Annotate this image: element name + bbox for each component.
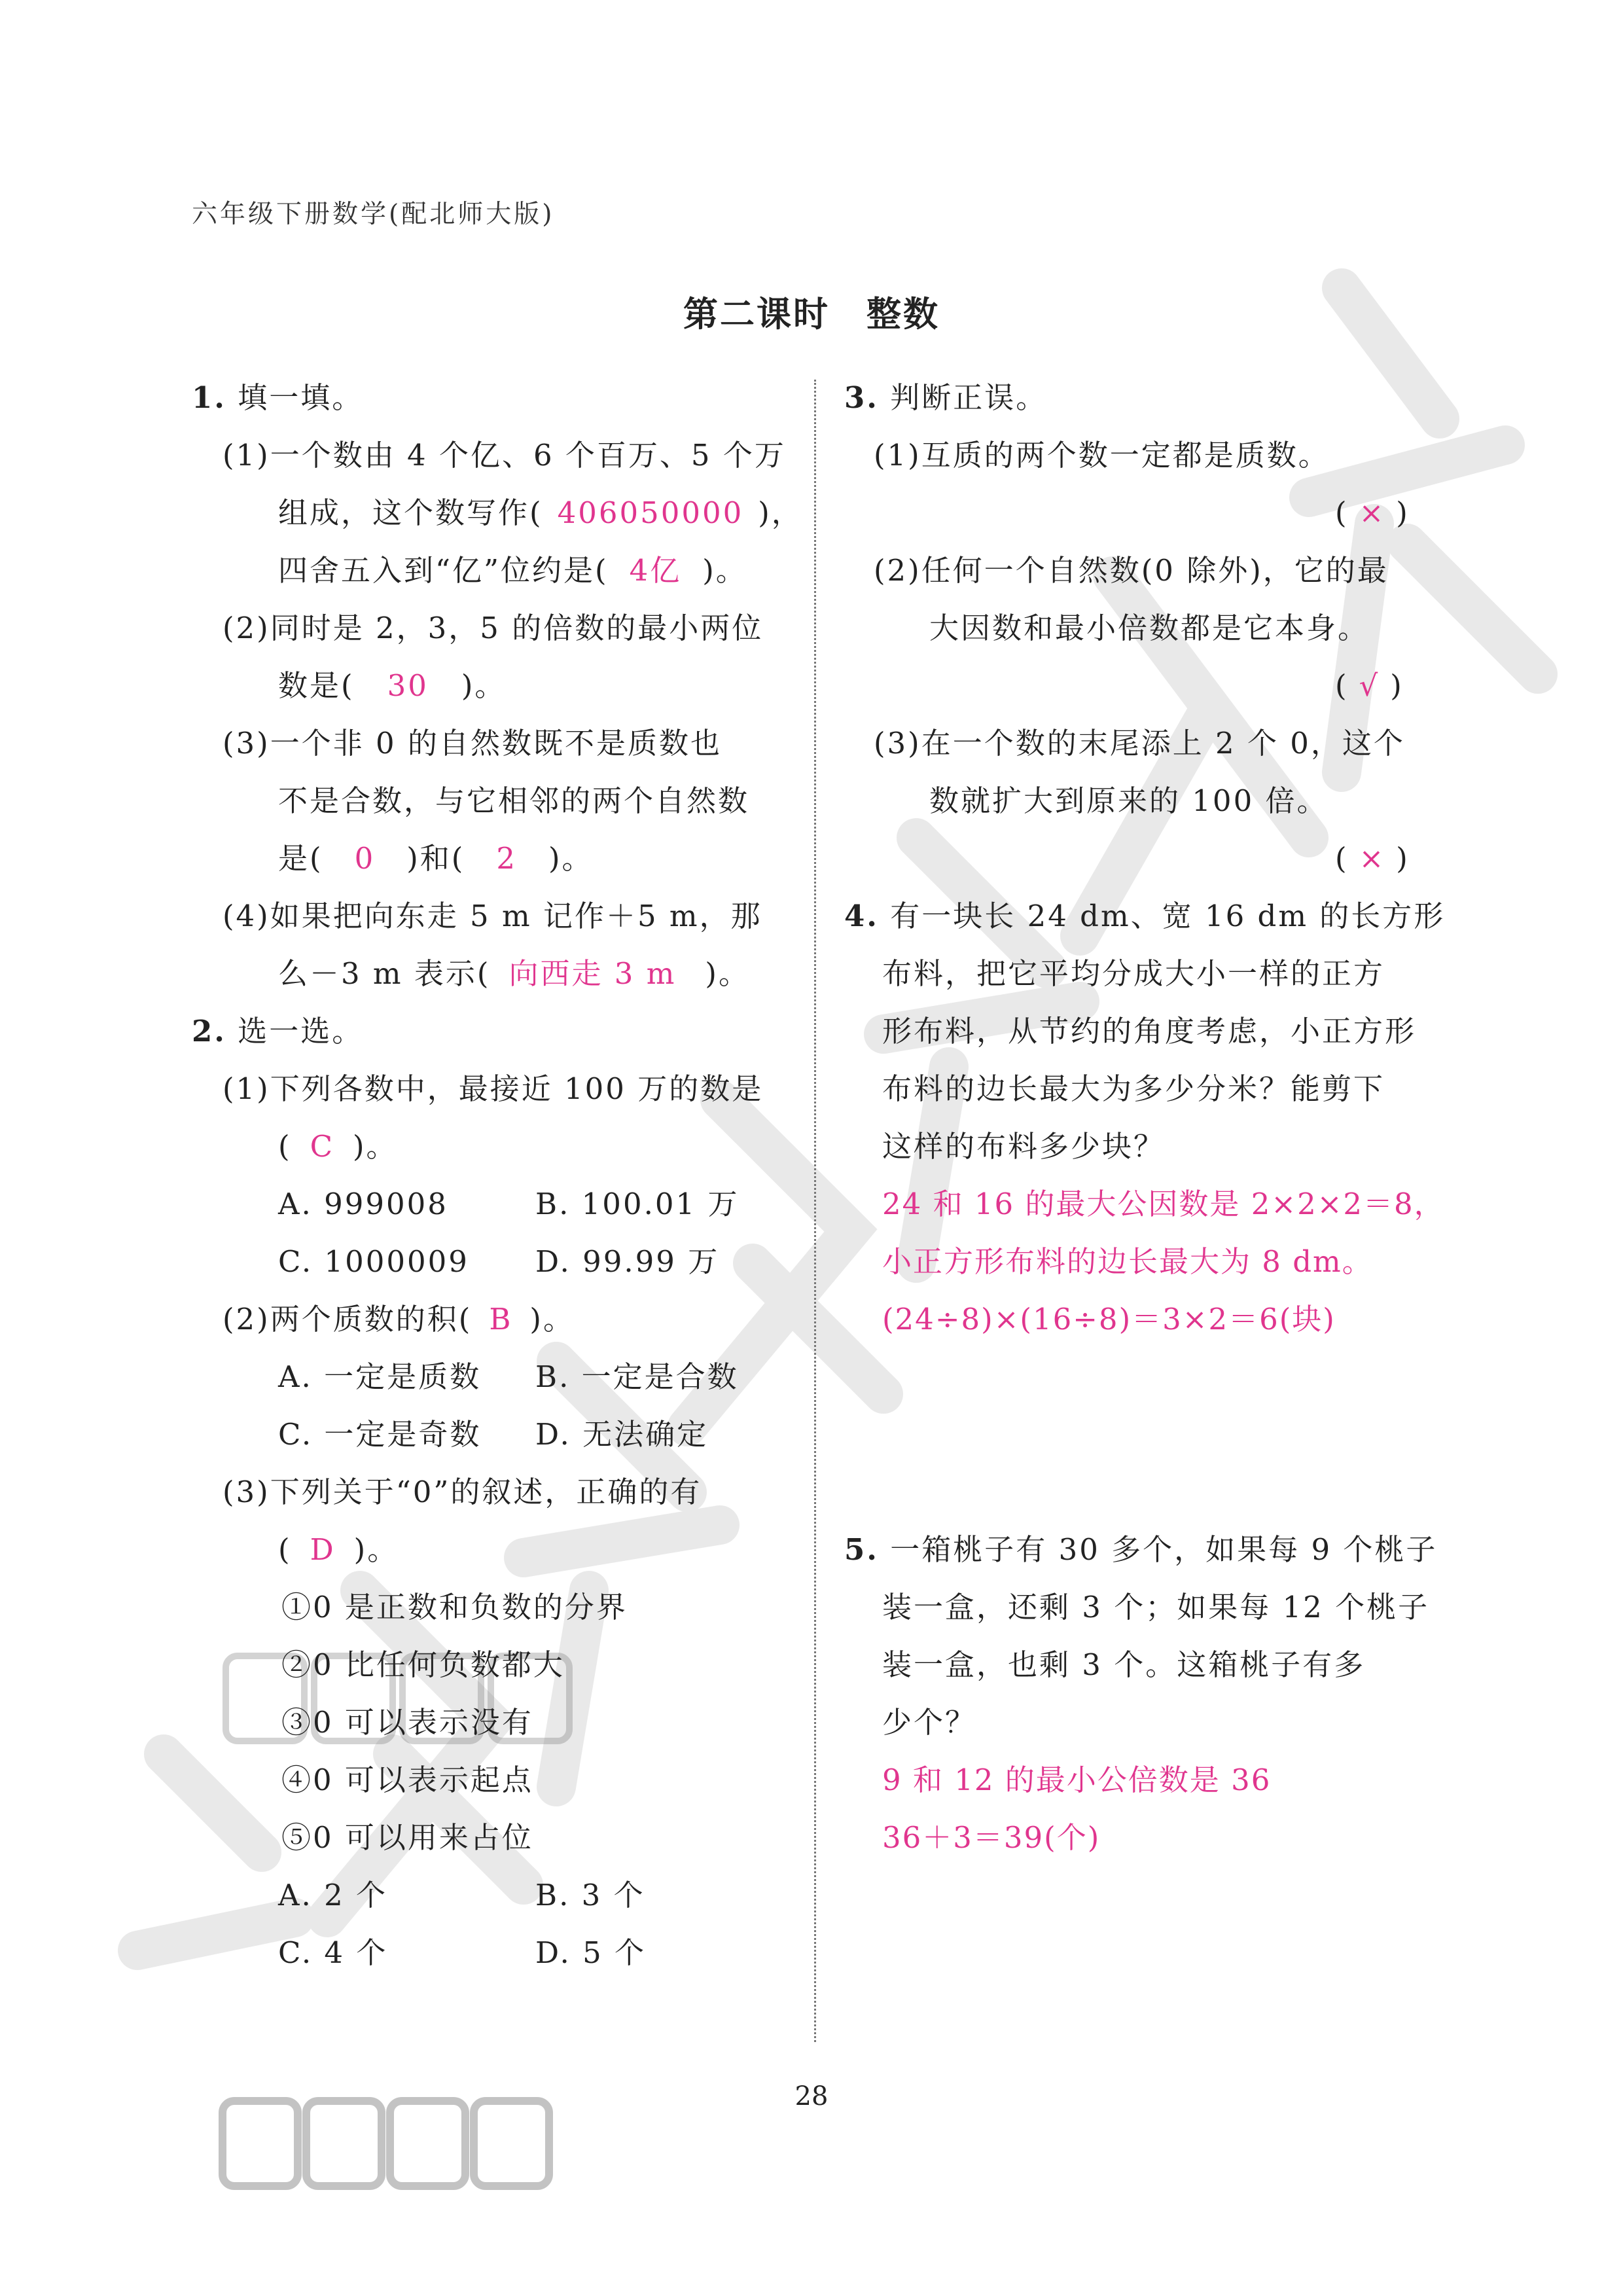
answer-blank: 4亿 — [629, 553, 682, 588]
q1-part2-line2 — [278, 668, 507, 703]
answer-blank: 2 — [496, 841, 517, 876]
text: )。 — [461, 668, 507, 703]
question-prompt: 判断正误。 — [890, 380, 1048, 415]
q3-judge3-line1: (3)在一个数的末尾添上 2 个 0，这个 — [874, 726, 1405, 761]
statement-2: ②0 比任何负数都大 — [281, 1647, 565, 1682]
check-mark: √ — [1359, 668, 1380, 703]
text: )。 — [529, 1302, 575, 1336]
q1-part4-line2 — [278, 956, 750, 991]
answer-blank: 30 — [387, 668, 429, 703]
question-5-line4: 少个？ — [882, 1705, 977, 1740]
q3-judge3-line2: 数就扩大到原来的 100 倍。 — [929, 783, 1329, 818]
option-a: A. 2 个 — [278, 1878, 388, 1912]
q1-part4-line1: (4)如果把向东走 5 m 记作＋5 m，那 — [223, 899, 762, 933]
option-c: C. 4 个 — [278, 1935, 388, 1970]
option-b: B. 100.01 万 — [535, 1187, 740, 1221]
question-4-line4: 布料的边长最大为多少分米？能剪下 — [882, 1071, 1385, 1106]
q2-sub3-line1: (3)下列关于“0”的叙述，正确的有 — [223, 1475, 702, 1509]
text: ( — [1335, 495, 1349, 530]
q3-judge1-line1: (1)互质的两个数一定都是质数。 — [874, 438, 1330, 473]
book-header: 六年级下册数学(配北师大版) — [192, 200, 555, 229]
answer-blank: B — [489, 1302, 513, 1336]
page-number: 28 — [794, 2081, 829, 2111]
cross-mark: × — [1359, 495, 1386, 530]
answer-line: 9 和 12 的最小公倍数是 36 — [882, 1763, 1272, 1797]
answer-blank: 向西走 3 m — [508, 956, 677, 991]
q2-sub3-line2 — [278, 1532, 399, 1567]
statement-1: ①0 是正数和负数的分界 — [281, 1590, 628, 1624]
answer-blank: 406050000 — [557, 495, 744, 530]
text: )和( — [406, 841, 465, 876]
text: )。 — [353, 1532, 399, 1567]
question-3-heading — [844, 380, 1048, 415]
question-number: 2. — [192, 1014, 226, 1049]
text: ) — [1390, 668, 1404, 703]
q1-part3-line1: (3)一个非 0 的自然数既不是质数也 — [223, 726, 722, 761]
question-2-heading — [192, 1014, 364, 1049]
lesson-title: 第二课时 整数 — [683, 294, 940, 334]
question-text: 有一块长 24 dm、宽 16 dm 的长方形 — [890, 899, 1446, 933]
question-number: 5. — [844, 1532, 879, 1567]
text: ( — [278, 1129, 292, 1164]
statement-3: ③0 可以表示没有 — [281, 1705, 533, 1740]
option-d: D. 99.99 万 — [535, 1244, 720, 1279]
question-4-line5: 这样的布料多少块？ — [882, 1129, 1166, 1164]
statement-4: ④0 可以表示起点 — [281, 1763, 533, 1797]
question-4-line2: 布料，把它平均分成大小一样的正方 — [882, 956, 1385, 991]
q1-part1-line3 — [278, 553, 747, 588]
text: )。 — [353, 1129, 398, 1164]
question-number: 4. — [844, 899, 879, 933]
q3-judge2-line1: (2)任何一个自然数(0 除外)，它的最 — [874, 553, 1389, 588]
question-number: 1. — [192, 380, 226, 415]
text: )。 — [548, 841, 594, 876]
question-4-line3: 形布料，从节约的角度考虑，小正方形 — [882, 1014, 1417, 1049]
option-d: D. 无法确定 — [535, 1417, 709, 1452]
q2-sub1-line2 — [278, 1129, 398, 1164]
text: ( — [278, 1532, 292, 1567]
statement-5: ⑤0 可以用来占位 — [281, 1820, 533, 1855]
answer-line: 小正方形布料的边长最大为 8 dm。 — [882, 1244, 1373, 1279]
q3-judge1-answer — [1335, 495, 1410, 530]
question-5-line1 — [844, 1532, 1438, 1567]
q3-judge2-line2: 大因数和最小倍数都是它本身。 — [929, 611, 1370, 645]
question-prompt: 选一选。 — [238, 1014, 364, 1049]
q3-judge2-answer — [1335, 668, 1404, 703]
cross-mark: × — [1359, 841, 1386, 876]
text: 四舍五入到“亿”位约是( — [278, 553, 609, 588]
q1-part1-line2 — [278, 495, 803, 530]
q1-part2-line1: (2)同时是 2，3，5 的倍数的最小两位 — [223, 611, 764, 645]
option-a: A. 一定是质数 — [278, 1359, 482, 1394]
option-c: C. 一定是奇数 — [278, 1417, 482, 1452]
answer-line: (24÷8)×(16÷8)＝3×2＝6(块) — [882, 1302, 1336, 1336]
question-prompt: 填一填。 — [238, 380, 364, 415]
question-number: 3. — [844, 380, 879, 415]
text: )。 — [702, 553, 747, 588]
answer-line: 36＋3＝39(个) — [882, 1820, 1101, 1855]
question-5-line2: 装一盒，还剩 3 个；如果每 12 个桃子 — [882, 1590, 1430, 1624]
q2-sub1-line1: (1)下列各数中，最接近 100 万的数是 — [223, 1071, 764, 1106]
column-divider — [814, 380, 816, 2042]
text: )。 — [705, 956, 750, 991]
option-d: D. 5 个 — [535, 1935, 647, 1970]
option-b: B. 3 个 — [535, 1878, 645, 1912]
question-4-line1 — [844, 901, 1445, 931]
text: 么－3 m 表示( — [278, 956, 491, 991]
question-text: 一箱桃子有 30 多个，如果每 9 个桃子 — [890, 1532, 1438, 1567]
answer-line: 24 和 16 的最大公因数是 2×2×2＝8， — [882, 1187, 1445, 1221]
option-a: A. 999008 — [278, 1187, 448, 1221]
q1-part3-line3 — [278, 841, 594, 876]
question-5-line3: 装一盒，也剩 3 个。这箱桃子有多 — [882, 1647, 1366, 1682]
text: ( — [1335, 841, 1349, 876]
text: )， — [758, 495, 803, 530]
q3-judge3-answer — [1335, 841, 1410, 876]
q1-part1-line1: (1)一个数由 4 个亿、6 个百万、5 个万 — [223, 438, 786, 473]
option-b: B. 一定是合数 — [535, 1359, 739, 1394]
answer-blank: 0 — [354, 841, 376, 876]
q1-part3-line2: 不是合数，与它相邻的两个自然数 — [278, 783, 750, 818]
text: 是( — [278, 841, 323, 876]
text: ( — [1335, 668, 1349, 703]
text: ) — [1396, 495, 1410, 530]
answer-blank: C — [310, 1129, 334, 1164]
text: 数是( — [278, 668, 355, 703]
text: (2)两个质数的积( — [223, 1302, 473, 1336]
answer-blank: D — [310, 1532, 336, 1567]
option-c: C. 1000009 — [278, 1244, 469, 1279]
text: ) — [1396, 841, 1410, 876]
text: 组成，这个数写作( — [278, 495, 543, 530]
question-1-heading — [192, 380, 364, 415]
q2-sub2-line1 — [223, 1304, 575, 1334]
